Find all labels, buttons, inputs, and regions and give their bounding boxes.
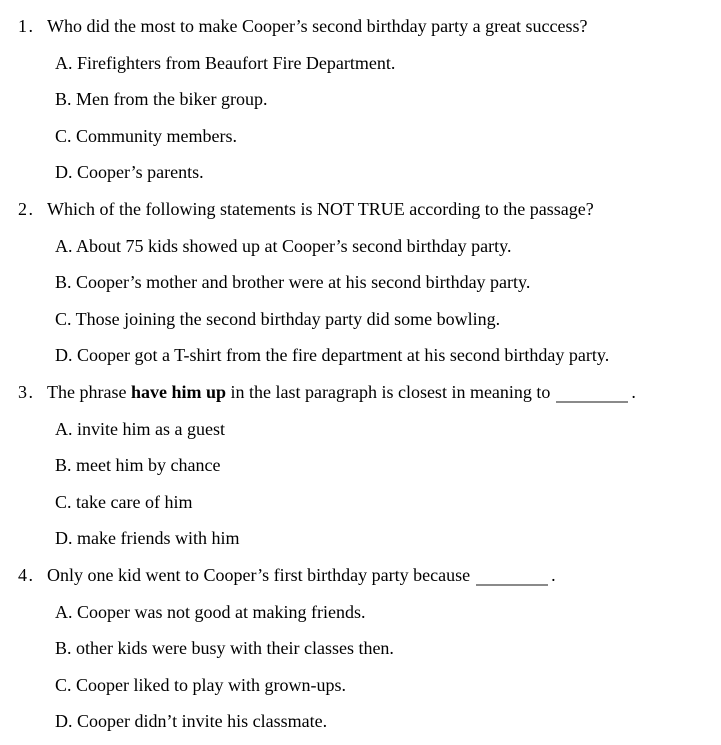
option: C. Those joining the second birthday party did some bowling. (55, 308, 501, 329)
option-list (18, 411, 713, 557)
question-block (18, 8, 713, 191)
option-list (18, 594, 713, 740)
prompt-text: Only one kid went to Cooper’s first birthday party because (47, 564, 471, 585)
option: C. Community members. (55, 125, 237, 146)
question-prompt-row (18, 8, 713, 45)
question-number: 4. (18, 564, 35, 585)
option-list (18, 45, 713, 191)
option: D. Cooper didn’t invite his classmate. (55, 711, 328, 732)
answer-blank (476, 572, 548, 586)
question-prompt (47, 191, 713, 228)
prompt-text: Who did the most to make Cooper’s second birthday party a great success? (47, 16, 588, 36)
question-block (18, 191, 713, 374)
option: A. Cooper was not good at making friends. (55, 601, 366, 622)
blank-suffix: . (631, 381, 636, 402)
option: B. Cooper’s mother and brother were at his second birthday party. (55, 272, 531, 293)
question-block (18, 374, 713, 557)
question-number: 1. (18, 16, 35, 36)
option: C. take care of him (55, 491, 193, 512)
question-prompt (47, 8, 713, 45)
answer-blank (556, 389, 628, 403)
questions-list (18, 8, 713, 740)
option: C. Cooper liked to play with grown-ups. (55, 674, 346, 695)
blank-suffix: . (551, 564, 556, 585)
option: A. invite him as a guest (55, 418, 225, 439)
prompt-text: The phrase (47, 381, 131, 402)
option: A. About 75 kids showed up at Cooper’s second birthday party. (55, 235, 512, 256)
option: D. make friends with him (55, 528, 240, 549)
prompt-text: in the last paragraph is closest in meaning to (226, 381, 551, 402)
option-list (18, 228, 713, 374)
question-number: 2. (18, 198, 35, 219)
prompt-text: Which of the following statements is NOT TRUE according to the passage? (47, 198, 594, 219)
question-prompt-row (18, 557, 713, 594)
question-block (18, 557, 713, 740)
question-prompt-row (18, 191, 713, 228)
question-prompt (47, 374, 713, 411)
option: B. other kids were busy with their classes then. (55, 638, 394, 659)
question-prompt-row (18, 374, 713, 411)
option: D. Cooper’s parents. (55, 162, 204, 183)
option: D. Cooper got a T-shirt from the fire department at his second birthday party. (55, 345, 610, 366)
option: B. meet him by chance (55, 455, 221, 476)
question-prompt (47, 557, 713, 594)
question-number: 3. (18, 381, 35, 402)
option: B. Men from the biker group. (55, 89, 268, 110)
option: A. Firefighters from Beaufort Fire Department. (55, 52, 396, 73)
bold-phrase: have him up (130, 381, 226, 402)
